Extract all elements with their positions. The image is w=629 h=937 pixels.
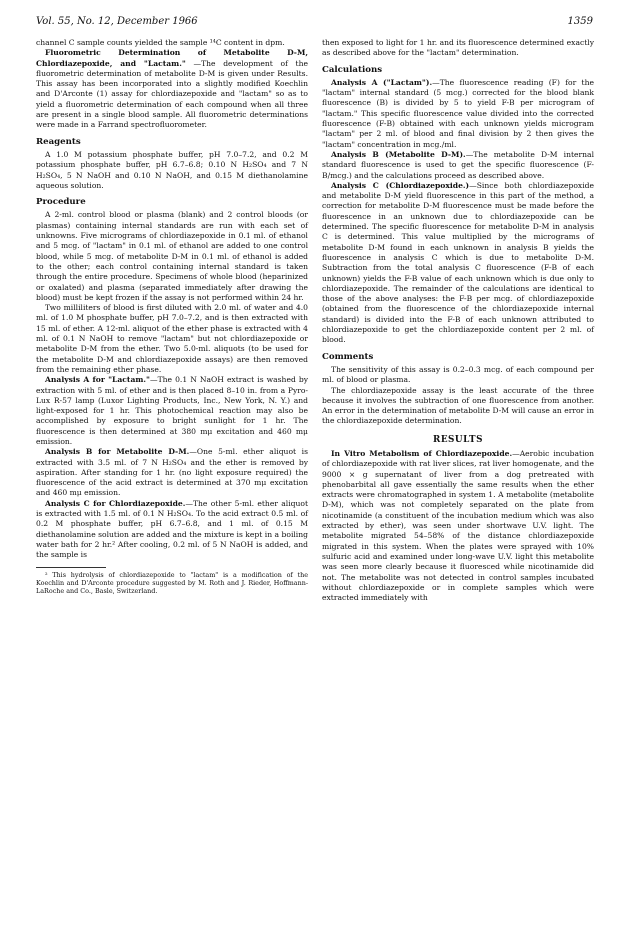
running-header	[36, 16, 593, 30]
paragraph-body: —Aerobic incubation of chlordiazepoxide with rat liver slices, rat liver homogenate, and the 9000 × g supernatant of liver from a dog pretreated with phenobarbital all gave essentially the same results when the ether extracts were chromatographed in system 1. A metabolite (metabolite D-M), which was not completely separated on the plate from nicotinamide (a constituent of the incubation medium which was also extracted by ether), was seen under shortwave U.V. light. The metabolite migrated 54–58% of the distance chlordiazepoxide migrated in this system. When the plates were sprayed with 10% sulfuric acid and examined under long-wave U.V. light this metabolite was seen more clearly because it fluoresced while nicotinamide did not. The metabolite was not detected in control samples incubated without chlordiazepoxide or in complete samples which were extracted immediately with	[322, 448, 594, 603]
right-column	[322, 38, 594, 603]
paragraph: channel C sample counts yielded the sample ¹⁴C content in dpm.	[36, 38, 285, 47]
paragraph-body: —Since both chlordiazepoxide and metabolite D-M yield fluorescence in this part of the method, a correction for metabolite D-M fluorescence must be made before the fluorescence in an unknown due to chlordiazepoxide can be determined. The specific fluorescence for metabolite D-M in analysis C is determined. This value multiplied by the micrograms of metabolite D-M found in each unknown in analysis B yields the fluorescence in analysis C which is due to metabolite D-M. Subtraction from the total analysis C fluorescence (F-B of each unknown) yields the F-B value of each unknown which is due only to chlordiazepoxide. The remainder of the calculations are identical to those of the above analyses: the F-B per mcg. of chlordiazepoxide (obtained from the fluorescence of the chlordiazepoxide internal standard) is divided into the F-B of each unknown attributed to chlordiazepoxide to get the chlordiazepoxide content per 2 ml. of blood.	[322, 180, 594, 345]
paragraph-analysis-c	[36, 499, 308, 561]
footnote: ² This hydrolysis of chlordiazepoxide to "lactam" is a modification of the Koechlin and D'Arconte procedure suggested by M. Roth and J. Rieder, Hoffmann-LaRoche and Co., Basle, Switzerland.	[36, 570, 308, 595]
journal-citation: Vol. 55, No. 12, December 1966	[36, 16, 198, 27]
paragraph-analysis-a	[36, 375, 308, 447]
left-column	[36, 38, 308, 595]
paragraph-comments-1: The sensitivity of this assay is 0.2–0.3 mcg. of each compound per ml. of blood or plasma.	[322, 364, 594, 385]
paragraph-calc-b	[322, 150, 594, 181]
run-in-heading: Analysis B (Metabolite D-M).	[331, 149, 466, 159]
paragraph-analysis-b	[36, 447, 308, 498]
section-heading-results: RESULTS	[433, 434, 483, 445]
run-in-heading: Analysis A for "Lactam."	[45, 375, 150, 385]
footnote-divider	[36, 567, 106, 568]
section-heading-reagents: Reagents	[36, 136, 81, 147]
paragraph-results	[322, 449, 594, 603]
paragraph-reagents: A 1.0 M potassium phosphate buffer, pH 7.0–7.2, and 0.2 M potassium phosphate buffer, pH 6.7–6.8; 0.10 N H₂SO₄ and 7 N H₂SO₄, 5 N NaOH and 0.10 N NaOH, and 0.15 M diethanolamine aqueous solution.	[36, 149, 308, 190]
paragraph-body: —The fluorescence reading (F) for the "lactam" internal standard (5 mcg.) corrected for the blood blank fluorescence (B) is divided by 5 to yield F-B per microgram of "lactam." This specific fluorescence value divided into the corrected fluorescence (F-B) obtained with each unknown yields microgram "lactam" per 2 ml. of blood and final division by 2 then gives the "lactam" concentration in mcg./ml.	[322, 77, 594, 149]
paragraph-comments-2: The chlordiazepoxide assay is the least accurate of the three because it involves the subtraction of one fluorescence from another. An error in the determination of metabolite D-M will cause an error in the chlordiazepoxide determination.	[322, 385, 594, 426]
section-heading-comments: Comments	[322, 351, 374, 362]
paragraph-body: —One 5-ml. ether aliquot is extracted with 3.5 ml. of 7 N H₂SO₄ and the ether is removed by aspiration. After standing for 1 hr. (no light exposure required) the fluorescence of the acid extract is determined at 370 mμ excitation and 460 mμ emission.	[36, 447, 309, 498]
section-heading-calculations: Calculations	[322, 64, 383, 75]
paragraph-procedure-1: A 2-ml. control blood or plasma (blank) and 2 control bloods (or plasmas) containing internal standards are run with each set of unknowns. Five micrograms of chlordiazepoxide in 0.1 ml. of ethanol and 5 mcg. of "lactam" in 0.1 ml. of ethanol are added to one control blood, while 5 mcg. of metabolite D-M in 0.1 ml. of ethanol is added to the other; each control containing internal standard is taken through the entire procedure. Specimens of whole blood (heparinized or oxalated) and plasma (separated immediately after drawing the blood) must be kept frozen if the assay is not performed within 24 hr.	[36, 210, 308, 302]
paragraph-calc-c	[322, 181, 594, 346]
run-in-heading: Fluorometric Determination of Metabolite D-M, Chlordiazepoxide, and "Lactam."	[36, 48, 308, 68]
paragraph-body: —The development of the fluorometric determination of metabolite D-M is given under Results. This assay has been incorporated into a slightly modified Koechlin and D'Arconte (1) assay for chlordiazepoxide and "lactam" so as to yield a fluorometric determination of each compound when all three are present in a single blood sample. All fluorometric determinations were made in a Farrand spectrofluorometer.	[36, 58, 308, 130]
run-in-heading: Analysis A ("Lactam").	[331, 77, 433, 87]
run-in-heading: Analysis C for Chlordiazepoxide.	[45, 498, 186, 508]
run-in-heading: Analysis C (Chlordiazepoxide.)	[331, 180, 470, 190]
paragraph-calc-a	[322, 78, 594, 150]
paragraph-procedure-2: Two milliliters of blood is first diluted with 2.0 ml. of water and 4.0 ml. of 1.0 M phosphate buffer, pH 7.0–7.2, and is then extracted with 15 ml. of ether. A 12-ml. aliquot of the ether phase is extracted with 4 ml. of 0.1 N NaOH to remove "lactam" but not chlordiazepoxide or metabolite D-M from the ether. Two 5.0-ml. aliquots (to be used for the metabolite D-M and chlordiazepoxide assays) are then removed from the remaining ether phase.	[36, 303, 308, 374]
run-in-heading: In Vitro Metabolism of Chlordiazepoxide.	[331, 448, 513, 458]
paragraph-body: —The metabolite D-M internal standard fluorescence is used to get the specific fluorescence (F-B/mcg.) and the calculations proceed as described above.	[322, 149, 594, 180]
paragraph-body: —The 0.1 N NaOH extract is washed by extraction with 5 ml. of ether and is then placed 8–10 in. from a Pyro-Lux R-57 lamp (Luxor Lighting Products, Inc., New York, N. Y.) and light-exposed for 1 hr. This photochemical reaction may also be accomplished by exposure to bright sunlight for 1 hr. The fluorescence is then determined at 380 mμ excitation and 460 mμ emission.	[36, 375, 308, 446]
paragraph-fluorometric	[36, 48, 308, 130]
run-in-heading: Analysis B for Metabolite D-M.	[45, 447, 190, 457]
section-heading-procedure: Procedure	[36, 197, 86, 208]
paragraph: then exposed to light for 1 hr. and its fluorescence determined exactly as described above for the "lactam" determination.	[322, 38, 594, 58]
page-number: 1359	[567, 16, 593, 27]
paragraph-body: —The other 5-ml. ether aliquot is extracted with 1.5 ml. of 0.1 N H₂SO₄. To the acid extract 0.5 ml. of 0.2 M phosphate buffer, pH 6.7–6.8, and 1 ml. of 0.15 M diethanolamine solution are added and the mixture is kept in a boiling water bath for 2 hr.² After cooling, 0.2 ml. of 5 N NaOH is added, and the sample is	[36, 498, 308, 560]
